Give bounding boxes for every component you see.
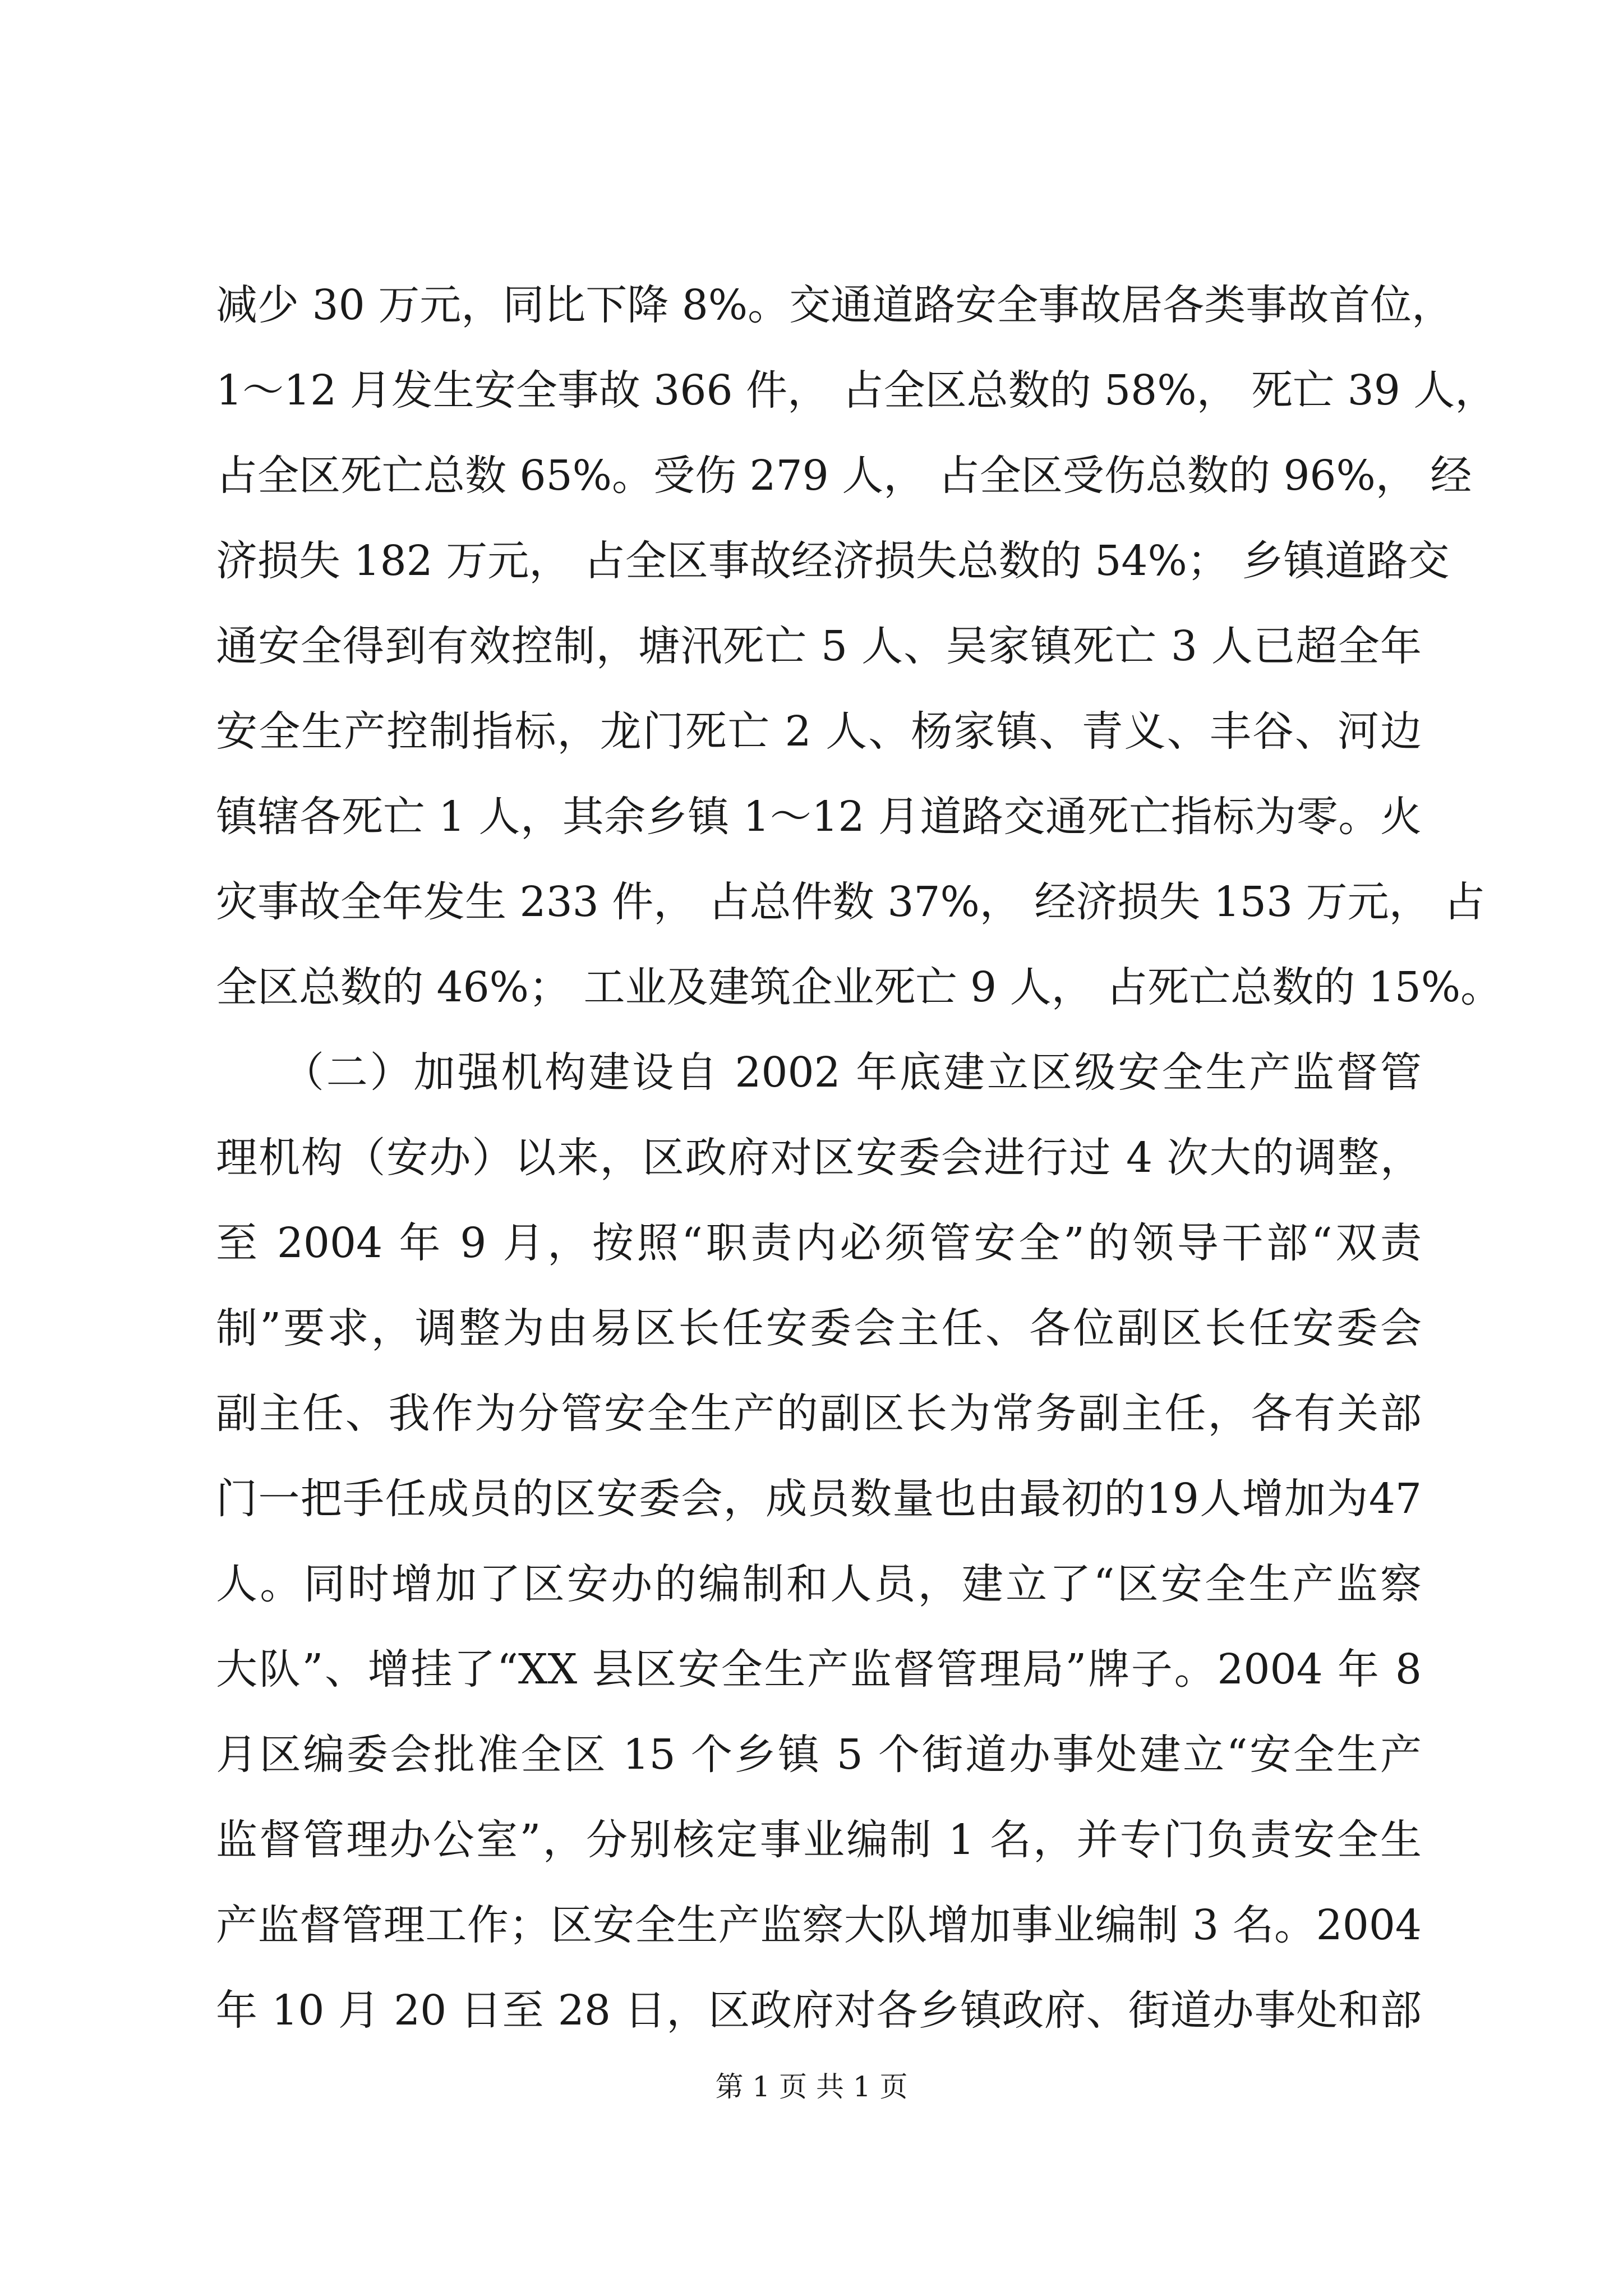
text-line: 通安全得到有效控制，塘汛死亡 5 人、吴家镇死亡 3 人已超全年 xyxy=(216,622,1422,670)
text-line: 镇辖各死亡 1 人，其余乡镇 1～12 月道路交通死亡指标为零。火 xyxy=(216,793,1422,841)
text-line: 门一把手任成员的区安委会，成员数量也由最初的19人增加为47 xyxy=(216,1475,1422,1523)
body-text xyxy=(216,263,1502,2053)
text-line: 年 10 月 20 日至 28 日，区政府对各乡镇政府、街道办事处和部 xyxy=(216,1986,1422,2035)
text-line: 全区总数的 46%； 工业及建筑企业死亡 9 人， 占死亡总数的 15%。 xyxy=(216,963,1502,1011)
text-line: 制”要求，调整为由易区长任安委会主任、各位副区长任安委会 xyxy=(216,1304,1422,1352)
section-heading-line: （二）加强机构建设自 2002 年底建立区级安全生产监督管 xyxy=(216,1048,1422,1097)
text-line: 1～12 月发生安全事故 366 件， 占全区总数的 58%， 死亡 39 人， xyxy=(216,366,1497,415)
text-line: 产监督管理工作；区安全生产监察大队增加事业编制 3 名。2004 xyxy=(216,1901,1422,1949)
text-line: 安全生产控制指标，龙门死亡 2 人、杨家镇、青义、丰谷、河边 xyxy=(216,707,1422,756)
text-line: 月区编委会批准全区 15 个乡镇 5 个街道办事处建立“安全生产 xyxy=(216,1731,1422,1779)
text-line: 监督管理办公室”，分别核定事业编制 1 名，并专门负责安全生 xyxy=(216,1816,1422,1864)
text-line: 至 2004 年 9 月，按照“职责内必须管安全”的领导干部“双责 xyxy=(216,1219,1422,1267)
text-line: 大队”、增挂了“XX 县区安全生产监督管理局”牌子。2004 年 8 xyxy=(216,1645,1422,1694)
page-footer: 第 1 页 共 1 页 xyxy=(715,2070,908,2103)
text-line: 副主任、我作为分管安全生产的副区长为常务副主任，各有关部 xyxy=(216,1389,1422,1438)
text-line: 人。同时增加了区安办的编制和人员，建立了“区安全生产监察 xyxy=(216,1560,1422,1608)
text-line: 理机构（安办）以来，区政府对区安委会进行过 4 次大的调整， xyxy=(216,1134,1422,1182)
text-line: 灾事故全年发生 233 件， 占总件数 37%， 经济损失 153 万元， 占 xyxy=(216,878,1486,926)
text-line: 减少 30 万元，同比下降 8%。交通道路安全事故居各类事故首位， xyxy=(216,281,1454,329)
text-line: 占全区死亡总数 65%。受伤 279 人， 占全区受伤总数的 96%， 经 xyxy=(216,452,1472,500)
text-line: 济损失 182 万元， 占全区事故经济损失总数的 54%； 乡镇道路交 xyxy=(216,537,1450,585)
